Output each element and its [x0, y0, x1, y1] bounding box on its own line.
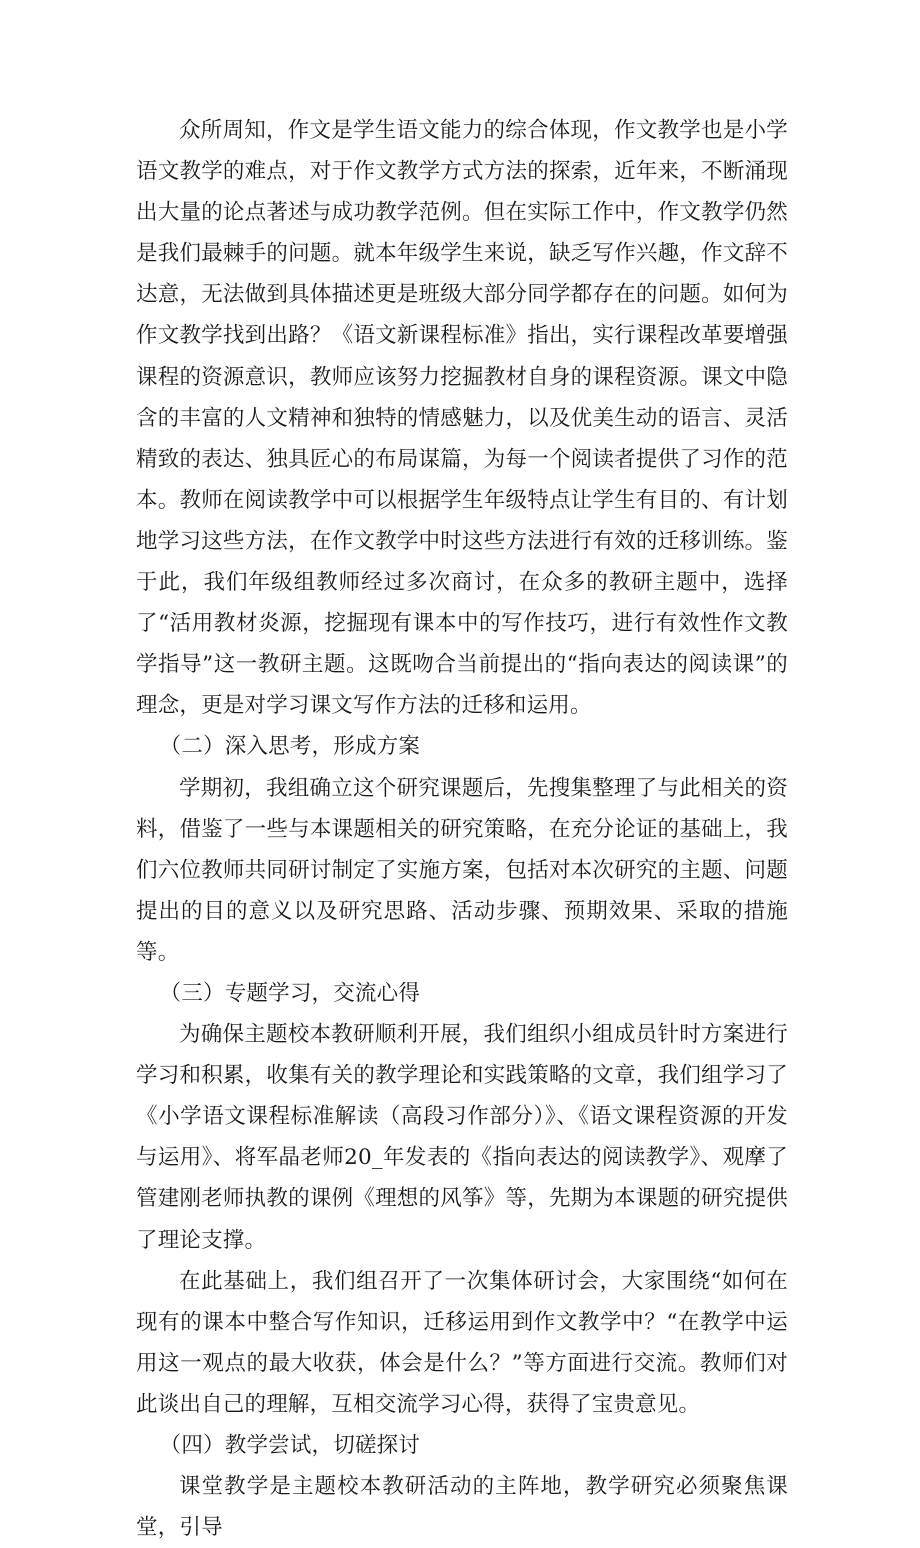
section-heading-3: （三）专题学习，交流心得	[159, 980, 421, 1006]
section-heading-2: （二）深入思考，形成方案	[159, 734, 421, 760]
section-heading-4: （四）教学尝试，切磋探讨	[159, 1433, 421, 1458]
paragraph-classroom: 课堂教学是主题校本教研活动的主阵地，教学研究必须聚焦课堂，引导	[136, 1474, 788, 1541]
paragraph-study: 为确保主题校本教研顺利开展，我们组织小组成员针时方案进行学习和积累，收集有关的教学理论和实践策略的文章，我们组学习了《小学语文课程标准解读（高段习作部分）》、《语文课程资源的开发与运用》、将军晶老师20_年发表的《指向表达的阅读教学》、观摩了管建刚老师执教的课例《理想的风筝》等，先期为本课题的研究提供了理论支撑。	[136, 1022, 788, 1253]
paragraph-background: 众所周知，作文是学生语文能力的综合体现，作文教学也是小学语文教学的难点，对于作文教学方式方法的探索，近年来，不断涌现出大量的论点著述与成功教学范例。但在实际工作中，作文教学仍然是我们最棘手的问题。就本年级学生来说，缺乏写作兴趣，作文辞不达意，无法做到具体描述更是班级大部分同学都存在的问题。如何为作文教学找到出路？《语文新课程标准》指出，实行课程改革要增强课程的资源意识，教师应该努力挖掘教材自身的课程资源。课文中隐含的丰富的人文精神和独特的情感魅力，以及优美生动的语言、灵活精致的表达、独具匠心的布局谋篇，为每一个阅读者提供了习作的范本。教师在阅读教学中可以根据学生年级特点让学生有目的、有计划地学习这些方法，在作文教学中时这些方法进行有效的迁移训练。鉴于此，我们年级组教师经过多次商讨，在众多的教研主题中，选择了“活用教材炎源，挖掘现有课本中的写作技巧，进行有效性作文教学指导”这一教研主题。这既吻合当前提出的“指向表达的阅读课”的理念，更是对学习课文写作方法的迁移和运用。	[136, 118, 788, 719]
paragraph-discussion: 在此基础上，我们组召开了一次集体研讨会，大家围绕“如何在现有的课本中整合写作知识，迁移运用到作文教学中？“在教学中运用这一观点的最大收获，体会是什么？”等方面进行交流。教师们对此谈出自己的理解，互相交流学习心得，获得了宝贵意见。	[136, 1268, 788, 1417]
document-body	[136, 110, 788, 1548]
paragraph-plan: 学期初，我组确立这个研究课题后，先搜集整理了与此相关的资料，借鉴了一些与本课题相关的研究策略，在充分论证的基础上，我们六位教师共同研讨制定了实施方案，包括对本次研究的主题、问题提出的目的意义以及研究思路、活动步骤、预期效果、采取的措施等。	[136, 775, 788, 965]
